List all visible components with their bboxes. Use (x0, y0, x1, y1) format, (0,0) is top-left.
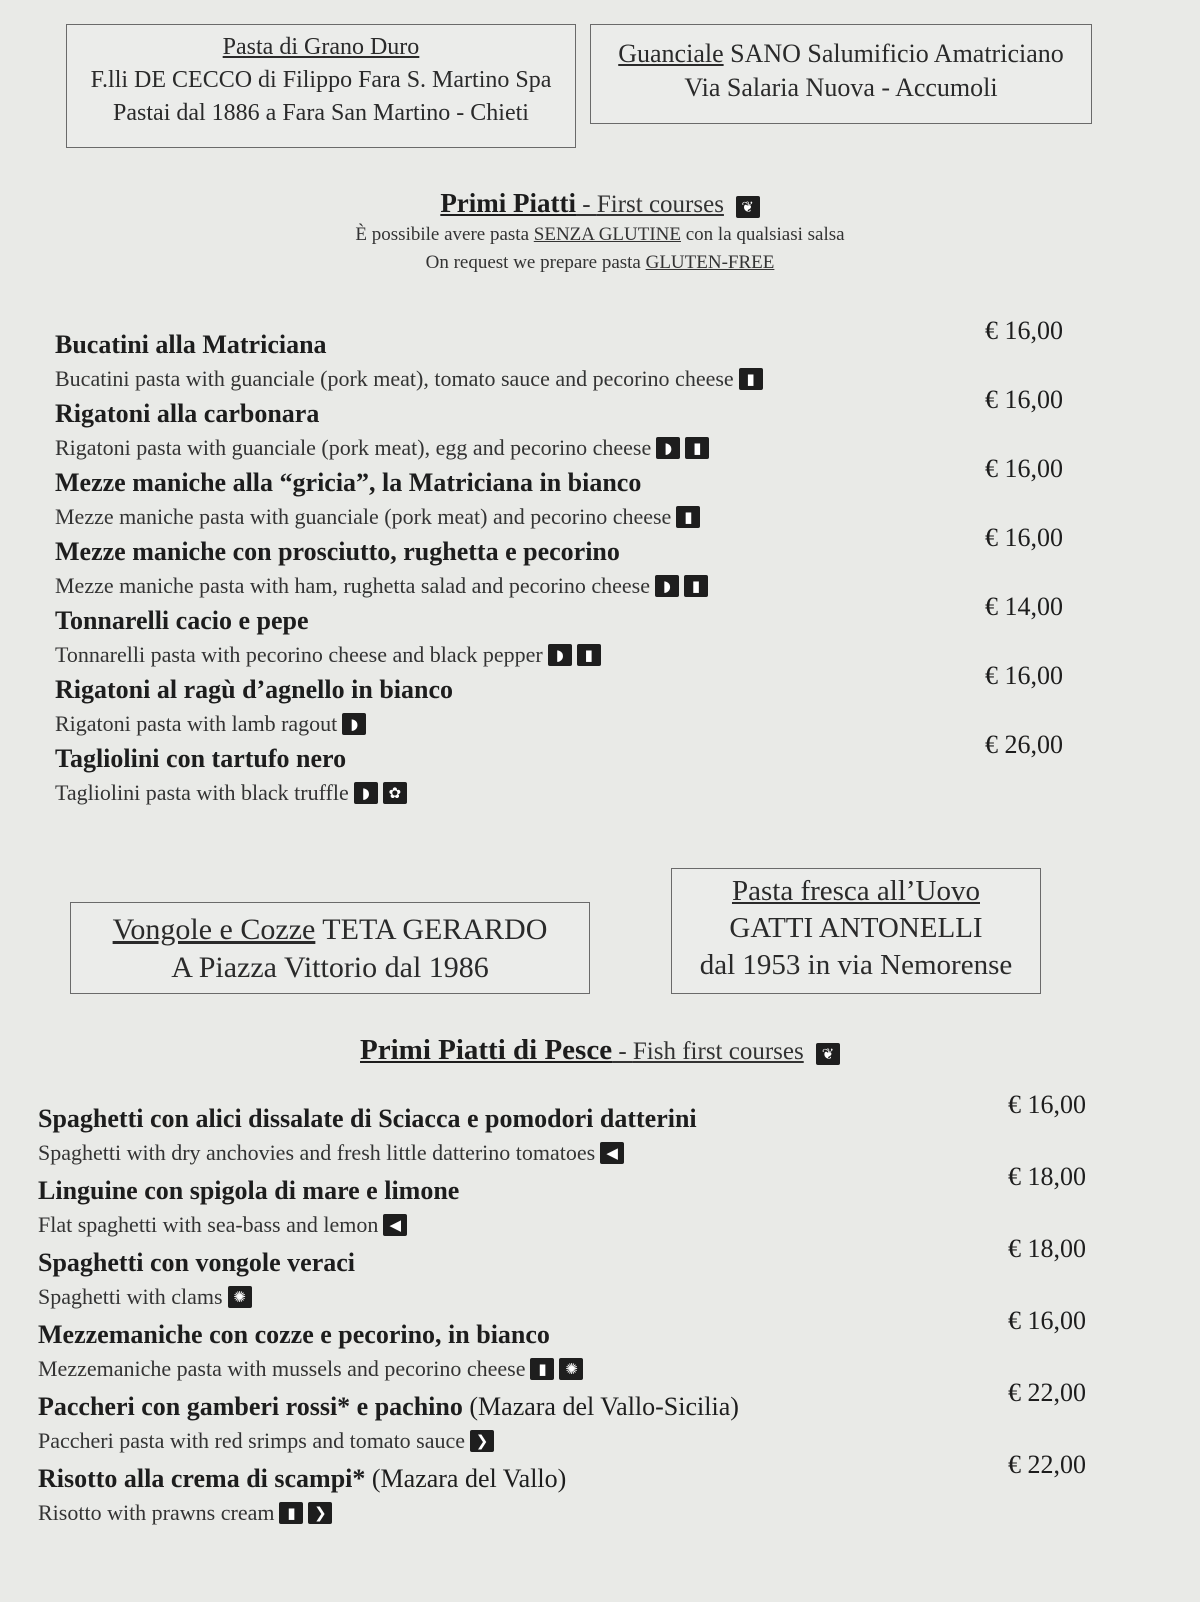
menu-item (38, 1176, 459, 1238)
dish-description-text: Tonnarelli pasta with pecorino cheese and black pepper (55, 642, 543, 667)
menu-item (55, 675, 453, 737)
fish-icon: ◀ (600, 1142, 624, 1164)
vongole-box (70, 902, 590, 994)
dish-description (55, 366, 763, 392)
dish-description (38, 1212, 459, 1238)
dish-origin: (Mazara del Vallo-Sicilia) (462, 1392, 739, 1421)
dish-price: € 16,00 (1008, 1090, 1086, 1119)
gluten-note-it-em: SENZA GLUTINE (533, 224, 681, 245)
dish-price: € 16,00 (985, 454, 1063, 483)
dish-name-text: Mezzemaniche con cozze e pecorino, in bianco (38, 1320, 550, 1349)
egg-icon: ◗ (354, 782, 378, 804)
pasta-fresca-line2: GATTI ANTONELLI (729, 912, 983, 944)
dish-name (38, 1176, 459, 1206)
egg-icon: ◗ (342, 713, 366, 735)
pasta-fresca-title: Pasta fresca all’Uovo (731, 875, 980, 907)
menu-item (55, 468, 700, 530)
pasta-fresca-box (671, 868, 1041, 994)
gluten-note-it-post: con la qualsiasi salsa (681, 224, 845, 245)
dish-description (55, 711, 453, 737)
gluten-note-en (0, 249, 1200, 277)
menu-item (38, 1320, 583, 1382)
dish-origin: (Mazara del Vallo) (365, 1464, 567, 1493)
shellfish-icon: ✺ (228, 1286, 252, 1308)
section2-subtitle: Fish first courses (632, 1038, 804, 1065)
gluten-note-it-pre: È possibile avere pasta (355, 224, 534, 245)
section2-title (0, 1034, 1200, 1067)
dish-name-text: Spaghetti con alici dissalate di Sciacca e pomodori datterini (38, 1104, 697, 1133)
dish-description (55, 780, 407, 806)
dish-description-text: Mezze maniche pasta with ham, rughetta salad and pecorino cheese (55, 573, 650, 598)
cheese-icon: ▮ (685, 437, 709, 459)
section2-dash: - (612, 1038, 633, 1065)
menu-item (38, 1104, 697, 1166)
menu-item (38, 1248, 355, 1310)
menu-item (38, 1392, 739, 1454)
menu-item (55, 330, 763, 392)
cheese-icon: ▮ (577, 644, 601, 666)
dececco-line3: Pastai dal 1886 a Fara San Martino - Chieti (113, 100, 529, 126)
dish-name (55, 606, 601, 636)
section1-dash: - (576, 191, 597, 218)
shellfish-icon: ✺ (559, 1358, 583, 1380)
shrimp-icon: ❯ (470, 1430, 494, 1452)
dish-name-text: Risotto alla crema di scampi* (38, 1464, 366, 1493)
dish-description-text: Flat spaghetti with sea-bass and lemon (38, 1212, 379, 1237)
dish-price: € 26,00 (985, 730, 1063, 759)
dish-description-text: Bucatini pasta with guanciale (pork meat), tomato sauce and pecorino cheese (55, 366, 734, 391)
dish-price: € 14,00 (985, 592, 1063, 621)
dish-description (55, 642, 601, 668)
dish-price: € 16,00 (985, 316, 1063, 345)
cheese-icon: ▮ (279, 1502, 303, 1524)
vongole-title-rest: TETA GERARDO (315, 913, 548, 946)
menu-item (38, 1464, 566, 1526)
dish-price: € 22,00 (1008, 1378, 1086, 1407)
dish-name-text: Tonnarelli cacio e pepe (55, 606, 309, 635)
guanciale-title-underlined: Guanciale (618, 39, 724, 68)
dish-name (55, 537, 708, 567)
dececco-line2: F.lli DE CECCO di Filippo Fara S. Martino Spa (90, 67, 552, 93)
menu-item (55, 399, 709, 461)
cheese-icon: ▮ (530, 1358, 554, 1380)
section1-title-text: Primi Piatti (440, 188, 577, 218)
section1-header (0, 188, 1200, 277)
dish-description-text: Spaghetti with clams (38, 1284, 223, 1309)
dish-description-text: Mezzemaniche pasta with mussels and pecorino cheese (38, 1356, 526, 1381)
dish-price: € 16,00 (985, 385, 1063, 414)
dish-description-text: Rigatoni pasta with lamb ragout (55, 711, 338, 736)
dish-name (55, 675, 453, 705)
dish-description (55, 573, 708, 599)
dish-name-text: Bucatini alla Matriciana (55, 330, 327, 359)
guanciale-line2: Via Salaria Nuova - Accumoli (684, 73, 998, 102)
dish-price: € 18,00 (1008, 1162, 1086, 1191)
dish-name (55, 330, 763, 360)
dish-name (55, 744, 407, 774)
guanciale-title (591, 37, 1091, 71)
shrimp-icon: ❯ (308, 1502, 332, 1524)
dish-description (38, 1140, 697, 1166)
dish-description-text: Rigatoni pasta with guanciale (pork meat), egg and pecorino cheese (55, 435, 652, 460)
section1-title (0, 188, 1200, 219)
gluten-note-en-pre: On request we prepare pasta (425, 252, 646, 273)
menu-item (55, 744, 407, 806)
dish-description-text: Tagliolini pasta with black truffle (55, 780, 349, 805)
fish-icon: ◀ (383, 1214, 407, 1236)
dish-name-text: Mezze maniche alla “gricia”, la Matriciana in bianco (55, 468, 642, 497)
cheese-icon: ▮ (676, 506, 700, 528)
egg-icon: ◗ (656, 437, 680, 459)
dish-name-text: Tagliolini con tartufo nero (55, 744, 347, 773)
dish-description-text: Mezze maniche pasta with guanciale (pork meat) and pecorino cheese (55, 504, 672, 529)
dish-price: € 18,00 (1008, 1234, 1086, 1263)
dish-name (38, 1104, 697, 1134)
dish-name-text: Paccheri con gamberi rossi* e pachino (38, 1392, 463, 1421)
dish-name-text: Rigatoni alla carbonara (55, 399, 320, 428)
dish-name (38, 1392, 739, 1422)
section2-title-text: Primi Piatti di Pesce (360, 1034, 613, 1066)
truffle-icon: ✿ (383, 782, 407, 804)
egg-icon: ◗ (548, 644, 572, 666)
guanciale-box (590, 24, 1092, 124)
egg-icon: ◗ (655, 575, 679, 597)
dish-description (38, 1500, 566, 1526)
dish-description (38, 1356, 583, 1382)
dececco-title: Pasta di Grano Duro (222, 34, 420, 60)
guanciale-title-rest: SANO Salumificio Amatriciano (723, 39, 1064, 68)
vongole-title (71, 911, 589, 949)
menu-item (55, 537, 708, 599)
pasta-fresca-line3: dal 1953 in via Nemorense (699, 949, 1013, 981)
dish-name (38, 1248, 355, 1278)
vongole-title-underlined: Vongole e Cozze (112, 913, 316, 946)
section1-subtitle: First courses (596, 191, 724, 218)
dish-description-text: Risotto with prawns cream (38, 1500, 275, 1525)
dish-price: € 16,00 (1008, 1306, 1086, 1335)
dish-name (55, 399, 709, 429)
dish-name (38, 1464, 566, 1494)
dish-description-text: Paccheri pasta with red srimps and tomato sauce (38, 1428, 466, 1453)
cheese-icon: ▮ (684, 575, 708, 597)
dish-price: € 16,00 (985, 661, 1063, 690)
dish-name (38, 1320, 583, 1350)
menu-item (55, 606, 601, 668)
dish-description-text: Spaghetti with dry anchovies and fresh little datterino tomatoes (38, 1140, 596, 1165)
dish-price: € 22,00 (1008, 1450, 1086, 1479)
cheese-icon: ▮ (739, 368, 763, 390)
dish-name-text: Mezze maniche con prosciutto, rughetta e pecorino (55, 537, 620, 566)
wheat-icon: ❦ (816, 1043, 840, 1065)
dish-name (55, 468, 700, 498)
dececco-box (66, 24, 576, 148)
dish-name-text: Spaghetti con vongole veraci (38, 1248, 356, 1277)
dish-name-text: Linguine con spigola di mare e limone (38, 1176, 460, 1205)
gluten-note-it (0, 221, 1200, 249)
dish-description (55, 435, 709, 461)
vongole-line2: A Piazza Vittorio dal 1986 (171, 951, 489, 984)
wheat-icon: ❦ (736, 196, 760, 218)
dish-description (55, 504, 700, 530)
section2-header (0, 1034, 1200, 1067)
dish-price: € 16,00 (985, 523, 1063, 552)
gluten-note-en-em: GLUTEN-FREE (645, 252, 775, 273)
dish-description (38, 1284, 355, 1310)
dish-description (38, 1428, 739, 1454)
dish-name-text: Rigatoni al ragù d’agnello in bianco (55, 675, 453, 704)
